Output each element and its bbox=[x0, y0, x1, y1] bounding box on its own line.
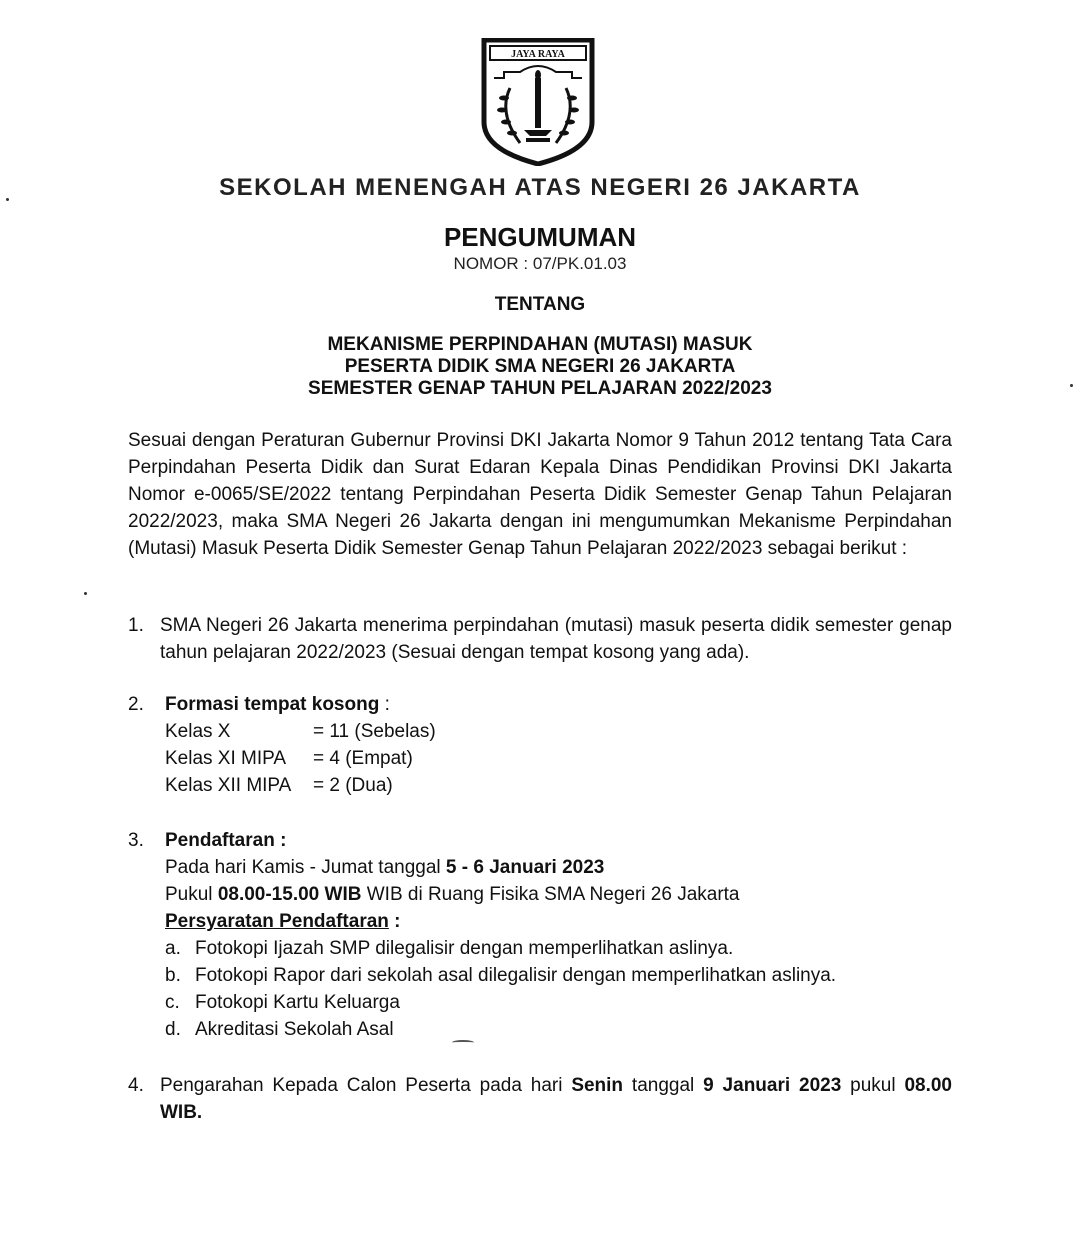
text-part: Pengarahan Kepada Calon Peserta pada hari bbox=[160, 1075, 572, 1096]
heading-colon: : bbox=[379, 694, 390, 715]
requirement-letter: a. bbox=[165, 938, 181, 959]
item-text bbox=[160, 1072, 952, 1126]
document-title: PENGUMUMAN bbox=[443, 222, 637, 252]
date-prefix: Pada hari Kamis - Jumat tanggal bbox=[165, 857, 446, 878]
logo-text: JAYA RAYA bbox=[511, 49, 565, 60]
day-value: Senin bbox=[571, 1075, 624, 1096]
registration-date bbox=[165, 854, 952, 881]
requirement-letter: c. bbox=[165, 992, 180, 1013]
requirement-letter: b. bbox=[165, 965, 181, 986]
subject-line: MEKANISME PERPINDAHAN (MUTASI) MASUK bbox=[327, 334, 753, 355]
registration-time bbox=[165, 881, 952, 908]
item-heading: Formasi tempat kosong bbox=[165, 694, 380, 715]
requirement-text: Fotokopi Rapor dari sekolah asal dilegalisir dengan memperlihatkan aslinya. bbox=[195, 965, 837, 986]
intro-paragraph: Sesuai dengan Peraturan Gubernur Provinsi DKI Jakarta Nomor 9 Tahun 2012 tentang Tata Cara Perpindahan Peserta Didik dan Surat Edaran Kepala Dinas Pendidikan Provinsi DKI Jakarta Nomor e-0065/SE/2022 tentang Perpindahan Peserta Didik Semester Genap Tahun Pelajaran 2022/2023, maka SMA Negeri 26 Jakarta dengan ini mengumumkan Mekanisme Perpindahan (Mutasi) Masuk Peserta Didik Semester Genap Tahun Pelajaran 2022/2023 sebagai berikut : bbox=[128, 430, 952, 559]
item-number: 2. bbox=[128, 694, 144, 715]
document-subject bbox=[0, 334, 1080, 400]
document-number: NOMOR : 07/PK.01.03 bbox=[453, 254, 627, 273]
vacancy-row bbox=[165, 772, 952, 799]
requirement-item bbox=[165, 962, 952, 989]
text-part: pukul bbox=[841, 1075, 905, 1096]
school-name: SEKOLAH MENENGAH ATAS NEGERI 26 JAKARTA bbox=[219, 174, 861, 201]
class-name: Kelas XII MIPA bbox=[165, 775, 292, 796]
location: WIB di Ruang Fisika SMA Negeri 26 Jakarta bbox=[361, 884, 740, 905]
item-number: 4. bbox=[128, 1075, 144, 1096]
subject-line: SEMESTER GENAP TAHUN PELAJARAN 2022/2023 bbox=[308, 378, 772, 399]
text-part: tanggal bbox=[623, 1075, 704, 1096]
subject-line: PESERTA DIDIK SMA NEGERI 26 JAKARTA bbox=[344, 356, 736, 377]
time-value: 08.00 WIB. bbox=[160, 1075, 952, 1123]
list-item-1 bbox=[128, 612, 952, 666]
requirements-heading: Persyaratan Pendaftaran bbox=[165, 911, 389, 932]
time-value: 08.00-15.00 WIB bbox=[217, 884, 362, 905]
requirement-text: Akreditasi Sekolah Asal bbox=[195, 1019, 394, 1040]
requirement-text: Fotokopi Ijazah SMP dilegalisir dengan memperlihatkan aslinya. bbox=[195, 938, 734, 959]
class-name: Kelas XI MIPA bbox=[165, 748, 287, 769]
requirement-text: Fotokopi Kartu Keluarga bbox=[195, 992, 400, 1013]
list-item-2 bbox=[128, 691, 952, 799]
vacancy-row bbox=[165, 745, 952, 772]
scan-speck bbox=[1070, 384, 1073, 387]
vacancy-count: = 4 (Empat) bbox=[313, 748, 413, 769]
class-name: Kelas X bbox=[165, 721, 231, 742]
vacancy-count: = 11 (Sebelas) bbox=[313, 721, 436, 742]
vacancy-row bbox=[165, 718, 952, 745]
tentang-label: TENTANG bbox=[494, 294, 586, 315]
scan-speck bbox=[84, 592, 87, 595]
item-text: SMA Negeri 26 Jakarta menerima perpindahan (mutasi) masuk peserta didik semester genap tahun pelajaran 2022/2023 (Sesuai dengan tempat kosong yang ada). bbox=[160, 615, 952, 663]
list-item-4 bbox=[128, 1072, 952, 1126]
scan-mark bbox=[452, 1040, 474, 1045]
list-item-3 bbox=[128, 827, 952, 1043]
requirement-letter: d. bbox=[165, 1019, 181, 1040]
requirement-item bbox=[165, 935, 952, 962]
requirement-item bbox=[165, 989, 952, 1016]
jakarta-coat-of-arms-icon bbox=[480, 38, 596, 166]
date-value: 9 Januari 2023 bbox=[703, 1075, 842, 1096]
date-value: 5 - 6 Januari 2023 bbox=[445, 857, 605, 878]
time-prefix: Pukul bbox=[165, 884, 218, 905]
vacancy-count: = 2 (Dua) bbox=[313, 775, 393, 796]
item-heading: Pendaftaran : bbox=[165, 830, 287, 851]
item-number: 1. bbox=[128, 615, 144, 636]
scan-speck bbox=[6, 198, 9, 201]
item-number: 3. bbox=[128, 830, 144, 851]
requirement-item bbox=[165, 1016, 952, 1043]
heading-colon: : bbox=[388, 911, 401, 932]
